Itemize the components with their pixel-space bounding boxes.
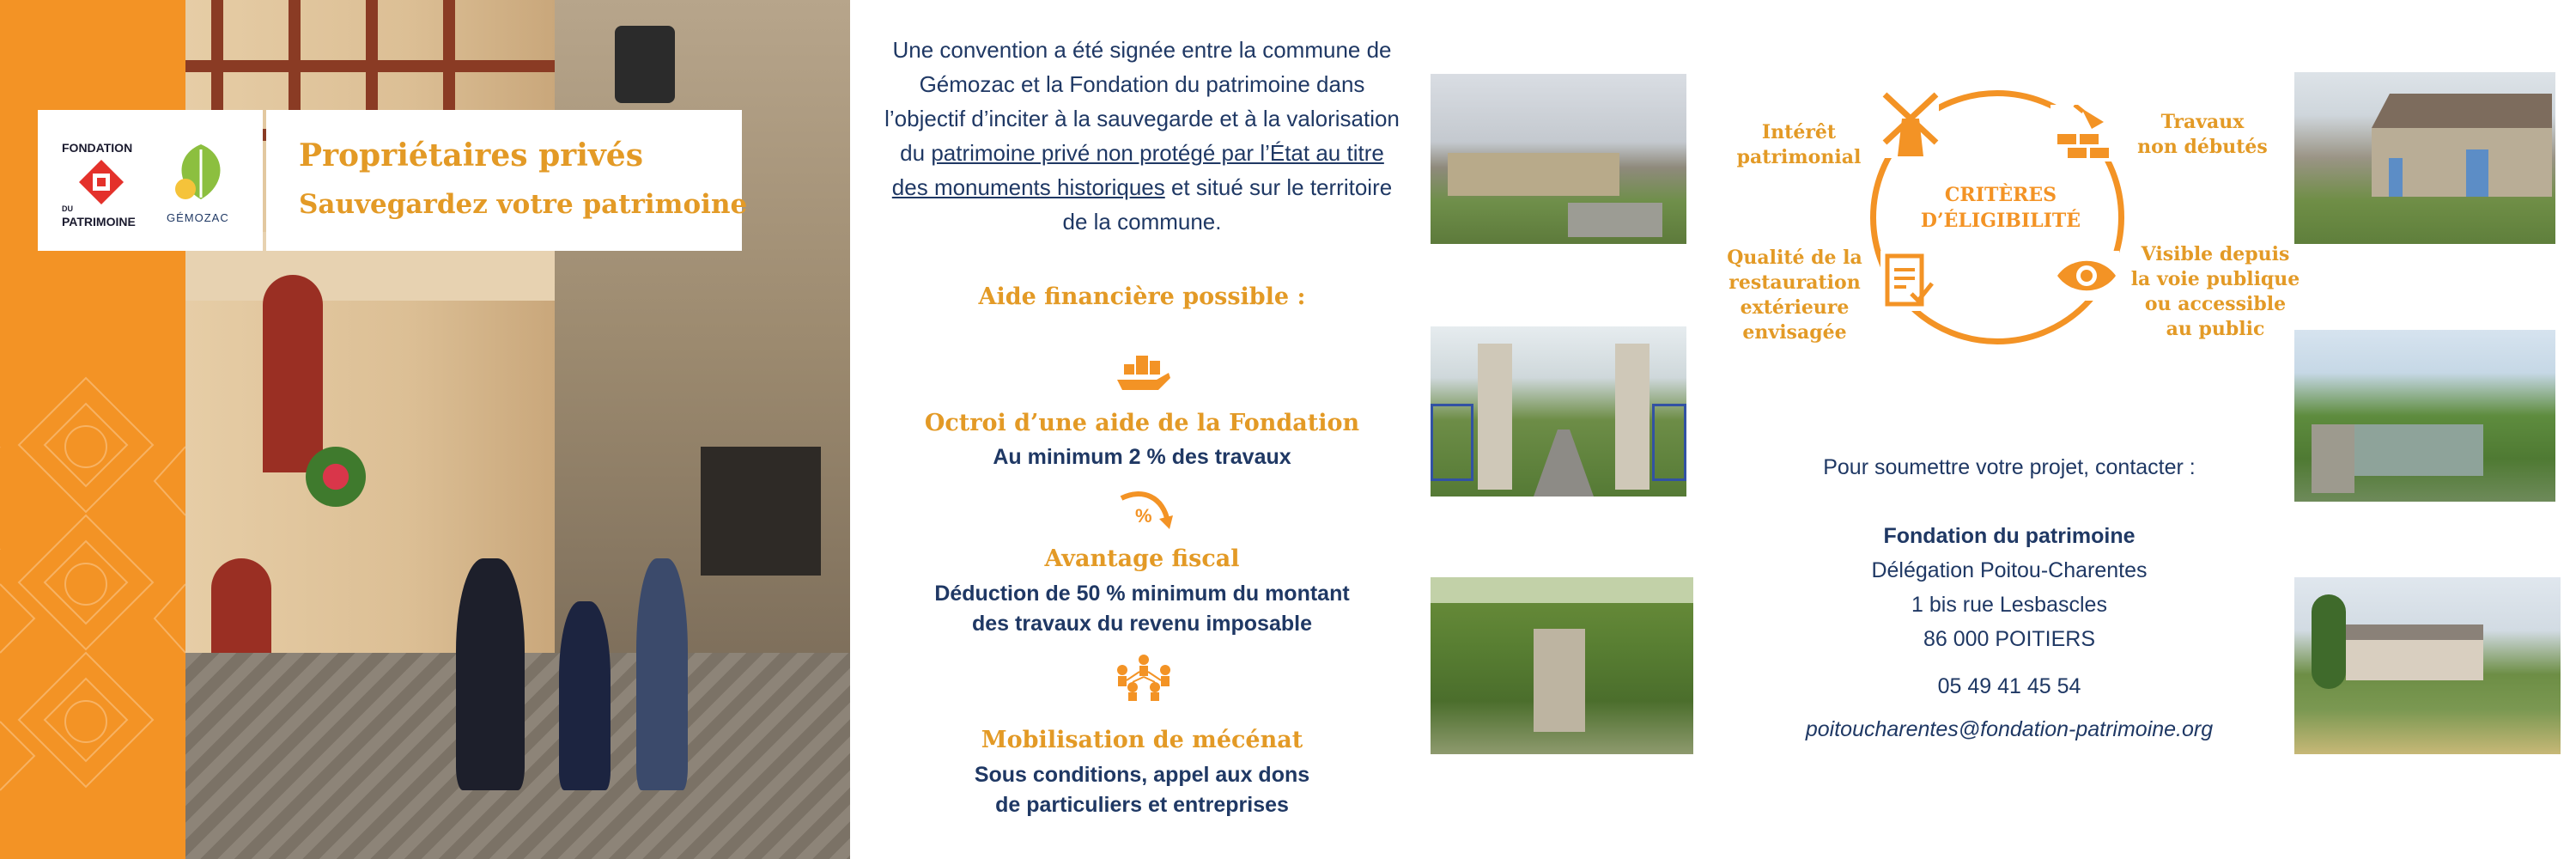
criterion-line: restauration — [1728, 271, 1861, 294]
fondation-logo-icon — [77, 158, 125, 206]
criterion-interet — [1726, 120, 1872, 170]
criterion-line: extérieure — [1740, 296, 1850, 319]
criterion-line: envisagée — [1742, 321, 1847, 344]
thumbnail-stone-house — [1431, 74, 1686, 244]
criterion-line: ou accessible — [2144, 293, 2287, 315]
coins-hand-icon — [1114, 350, 1174, 399]
child-silhouette — [636, 558, 688, 790]
contact-delegation: Délégation Poitou-Charentes — [1871, 558, 2148, 582]
contact-intro: Pour soumettre votre projet, contacter : — [1823, 455, 2196, 479]
criterion-line: non débutés — [2137, 136, 2268, 158]
criteria-title-line2: D’ÉLIGIBILITÉ — [1920, 210, 2081, 232]
gemozac-logo-text: GÉMOZAC — [167, 211, 229, 224]
intro-paragraph — [884, 33, 1400, 239]
criteria-title-line1: CRITÈRES — [1944, 184, 2057, 206]
fondation-logo-line3: PATRIMOINE — [62, 215, 136, 228]
fondation-logo-line1: FONDATION — [62, 141, 133, 155]
criterion-line: Intérêt — [1761, 121, 1837, 143]
gemozac-leaf-icon — [167, 137, 235, 206]
criterion-line: patrimonial — [1736, 146, 1862, 168]
aid-item-line: Au minimum 2 % des travaux — [993, 445, 1291, 469]
contact-phone[interactable]: 05 49 41 45 54 — [1937, 674, 2081, 698]
criterion-travaux — [2129, 110, 2275, 160]
fondation-logo-line2: DU — [62, 204, 73, 213]
aid-heading: Aide financière possible : — [978, 283, 1306, 310]
aid-item-line: de particuliers et entreprises — [995, 793, 1289, 817]
aid-item-line: des travaux du revenu imposable — [972, 612, 1312, 636]
criterion-line: Qualité de la — [1727, 247, 1862, 269]
criteria-title — [1889, 182, 2112, 234]
aid-item-title: Mobilisation de mécénat — [981, 727, 1303, 753]
svg-text:%: % — [1135, 505, 1152, 527]
thumbnail-manor — [2294, 577, 2561, 754]
logo-card — [38, 110, 263, 251]
document-check-icon — [1880, 251, 1935, 311]
page-title: Propriétaires privés — [299, 137, 643, 174]
thumbnail-water-sluice — [2294, 330, 2555, 502]
contact-email[interactable]: poitoucharentes@fondation-patrimoine.org — [1805, 717, 2214, 741]
aid-item-line: Sous conditions, appel aux dons — [974, 763, 1310, 787]
windmill-icon — [1880, 84, 1941, 158]
thumbnail-vineyard-well — [1431, 577, 1693, 754]
title-card — [266, 110, 742, 251]
contact-org: Fondation du patrimoine — [1883, 524, 2136, 548]
intro-text-2: et situé sur le territoire de la commune. — [1062, 174, 1393, 235]
criterion-line: au public — [2166, 318, 2265, 340]
aid-item-title: Octroi d’une aide de la Fondation — [924, 410, 1360, 436]
child-silhouette — [559, 601, 611, 790]
percent-arrow-icon — [1116, 488, 1176, 536]
criterion-qualite — [1717, 246, 1872, 345]
aid-item-title: Avantage fiscal — [1044, 545, 1240, 572]
criterion-visible — [2129, 242, 2301, 342]
contact-street: 1 bis rue Lesbascles — [1911, 593, 2107, 617]
intro-text-1: Une convention a été signée entre la commune de Gémozac et la Fondation du patrimoine dans l’objectif d’inciter à la sauvegarde et à la valorisation du — [884, 37, 1400, 166]
intro-link[interactable]: patrimoine privé non protégé par l’État au titre des monuments historiques — [891, 140, 1384, 200]
page-subtitle: Sauvegardez votre patrimoine — [299, 189, 748, 220]
eye-icon — [2054, 251, 2119, 301]
people-network-icon — [1114, 653, 1174, 701]
criterion-line: la voie publique — [2130, 268, 2300, 290]
criterion-line: Travaux — [2160, 111, 2245, 133]
trowel-bricks-icon — [2050, 105, 2112, 161]
criterion-line: Visible depuis — [2141, 243, 2290, 265]
thumbnail-gate-alley — [1431, 326, 1686, 497]
contact-city: 86 000 POITIERS — [1923, 627, 2096, 651]
aid-item-line: Déduction de 50 % minimum du montant — [934, 582, 1350, 606]
thumbnail-stone-barn — [2294, 72, 2555, 244]
person-silhouette — [456, 558, 525, 790]
